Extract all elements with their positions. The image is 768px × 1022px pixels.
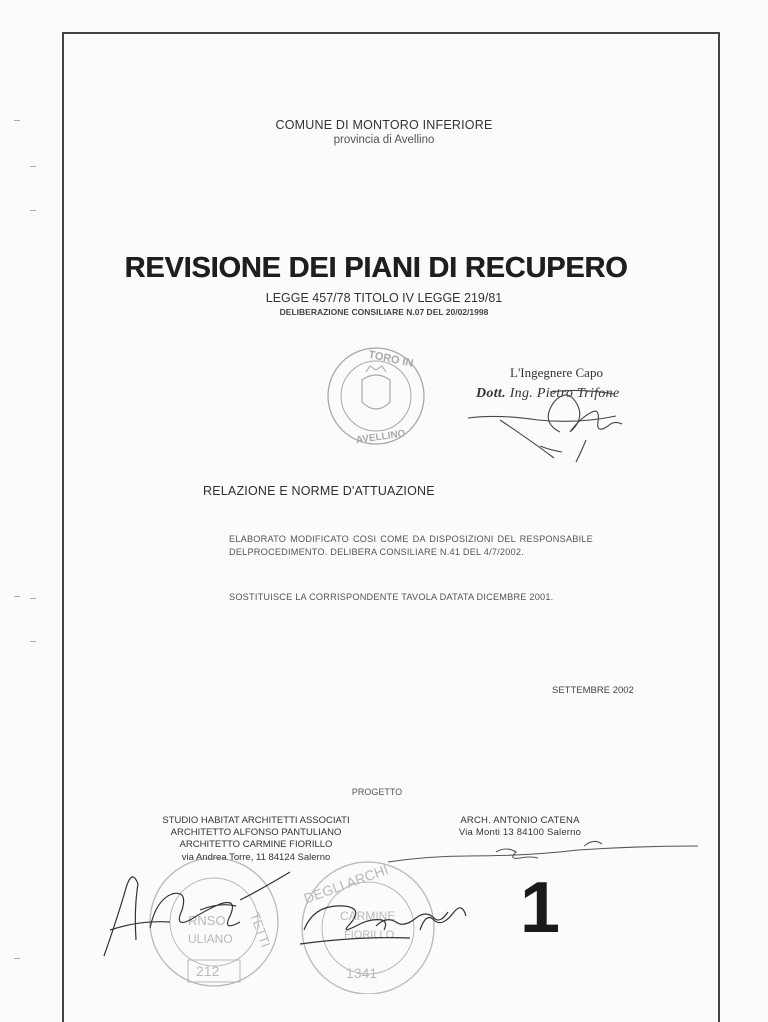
engineer-role: L'Ingegnere Capo [510,365,603,380]
svg-text:1341: 1341 [346,965,378,981]
note-paragraph-2: SOSTITUISCE LA CORRISPONDENTE TAVOLA DATATA DICEMBRE 2001. [229,592,554,602]
svg-text:RNSO: RNSO [188,913,226,928]
page-number: 1 [520,868,561,948]
note-paragraph-1: ELABORATO MODIFICATO COSI COME DA DISPOSIZIONI DEL RESPONSABILE DELPROCEDIMENTO. DELIBERA CONSILIARE N.41 DEL 4/7/2002. [229,534,593,557]
document-date: SETTEMBRE 2002 [552,685,634,696]
architects-order-seal-2 [302,861,434,994]
engineer-signature [468,390,622,462]
engineer-fullname: Ing. Pietro Trifone [509,386,620,401]
studio-address: via Andrea Torre, 11 84124 Salerno [181,851,331,863]
svg-text:DEGLI ARCHI: DEGLI ARCHI [301,861,391,907]
svg-text:TETTI: TETTI [247,910,274,950]
svg-text:CARMINE: CARMINE [340,909,396,923]
section-heading: RELAZIONE E NORME D'ATTUAZIONE [203,484,435,498]
svg-text:TORO IN: TORO IN [367,348,415,370]
svg-text:ULIANO: ULIANO [188,932,233,946]
comune-name: COMUNE DI MONTORO INFERIORE [275,118,493,132]
comune-seal-stamp [328,348,424,446]
architect-3: ARCH. ANTONIO CATENA [460,815,580,826]
architect-1: ARCHITETTO ALFONSO PANTULIANO [170,827,342,839]
catena-signature [388,841,698,862]
provincia-name: provincia di Avellino [333,134,435,146]
engineer-title: Dott. [476,386,506,401]
studio-name: STUDIO HABITAT ARCHITETTI ASSOCIATI [162,815,350,826]
architect-2: ARCHITETTO CARMINE FIORILLO [179,839,333,851]
architect-3-address: Via Monti 13 84100 Salerno [458,827,582,839]
progetto-label: PROGETTO [351,787,403,797]
svg-text:AVELLINO: AVELLINO [355,428,407,447]
svg-text:212: 212 [196,963,220,979]
council-deliberation: DELIBERAZIONE CONSILIARE N.07 DEL 20/02/1998 [279,307,489,317]
law-reference: LEGGE 457/78 TITOLO IV LEGGE 219/81 [265,291,503,305]
svg-text:FIORILLO: FIORILLO [344,929,395,941]
document-title: REVISIONE DEI PIANI DI RECUPERO [124,252,628,284]
